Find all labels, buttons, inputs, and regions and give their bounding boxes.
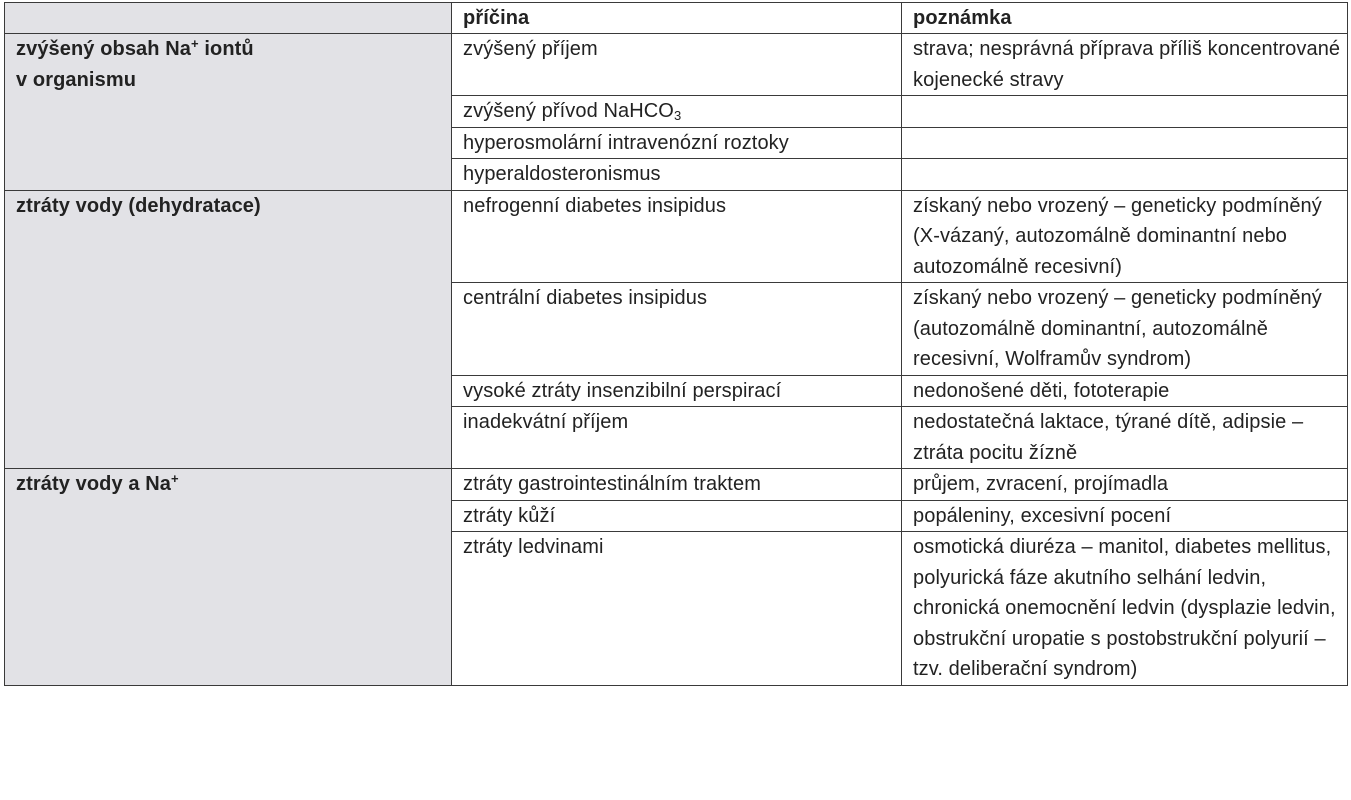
cause-cell: ztráty kůží bbox=[452, 500, 902, 532]
note-cell: získaný nebo vrozený – geneticky podmíněný (X-vázaný, autozomálně dominantní nebo autozomálně recesivní) bbox=[902, 190, 1348, 283]
note-cell bbox=[902, 96, 1348, 128]
cause-cell: ztráty ledvinami bbox=[452, 532, 902, 686]
note-cell: získaný nebo vrozený – geneticky podmíněný (autozomálně dominantní, autozomálně recesivní, Wolframův syndrom) bbox=[902, 283, 1348, 376]
group-label-text: zvýšený obsah Na bbox=[16, 38, 192, 60]
superscript-plus: + bbox=[191, 36, 199, 51]
note-cell: popáleniny, excesivní pocení bbox=[902, 500, 1348, 532]
group-label-dehydration: ztráty vody (dehydratace) bbox=[5, 190, 452, 469]
table-header-row bbox=[5, 3, 1348, 34]
note-cell bbox=[902, 159, 1348, 191]
header-blank-cell bbox=[5, 3, 452, 34]
table-row bbox=[5, 190, 1348, 283]
group-label-water-and-sodium-loss bbox=[5, 469, 452, 686]
note-cell: nedonošené děti, fototerapie bbox=[902, 375, 1348, 407]
cause-cell bbox=[452, 96, 902, 128]
cause-cell: nefrogenní diabetes insipidus bbox=[452, 190, 902, 283]
note-cell: strava; nesprávná příprava příliš koncentrované kojenecké stravy bbox=[902, 34, 1348, 96]
header-cause: příčina bbox=[452, 3, 902, 34]
group-label-line2: v organismu bbox=[16, 68, 137, 91]
subscript-3: 3 bbox=[673, 108, 682, 123]
group-label-tail: iontů bbox=[198, 38, 254, 60]
header-note: poznámka bbox=[902, 3, 1348, 34]
table-row bbox=[5, 469, 1348, 501]
hypernatremia-causes-table bbox=[4, 2, 1348, 686]
group-label-text: ztráty vody a Na bbox=[16, 473, 171, 495]
note-cell: nedostatečná laktace, týrané dítě, adipsie – ztráta pocitu žízně bbox=[902, 407, 1348, 469]
cause-cell: hyperosmolární intravenózní roztoky bbox=[452, 127, 902, 159]
cause-cell: centrální diabetes insipidus bbox=[452, 283, 902, 376]
group-label-sodium-excess bbox=[5, 34, 452, 191]
cause-text: zvýšený přívod NaHCO bbox=[463, 100, 674, 122]
note-cell bbox=[902, 127, 1348, 159]
cause-cell: ztráty gastrointestinálním traktem bbox=[452, 469, 902, 501]
superscript-plus: + bbox=[171, 471, 179, 486]
note-cell: osmotická diuréza – manitol, diabetes mellitus, polyurická fáze akutního selhání ledvin, chronická onemocnění ledvin (dysplazie ledvin, obstrukční uropatie s postobstrukční polyurií – tzv. deliberační syndrom) bbox=[902, 532, 1348, 686]
cause-cell: inadekvátní příjem bbox=[452, 407, 902, 469]
table-row bbox=[5, 34, 1348, 96]
note-cell: průjem, zvracení, projímadla bbox=[902, 469, 1348, 501]
cause-cell: hyperaldosteronismus bbox=[452, 159, 902, 191]
cause-cell: zvýšený příjem bbox=[452, 34, 902, 96]
cause-cell: vysoké ztráty insenzibilní perspirací bbox=[452, 375, 902, 407]
